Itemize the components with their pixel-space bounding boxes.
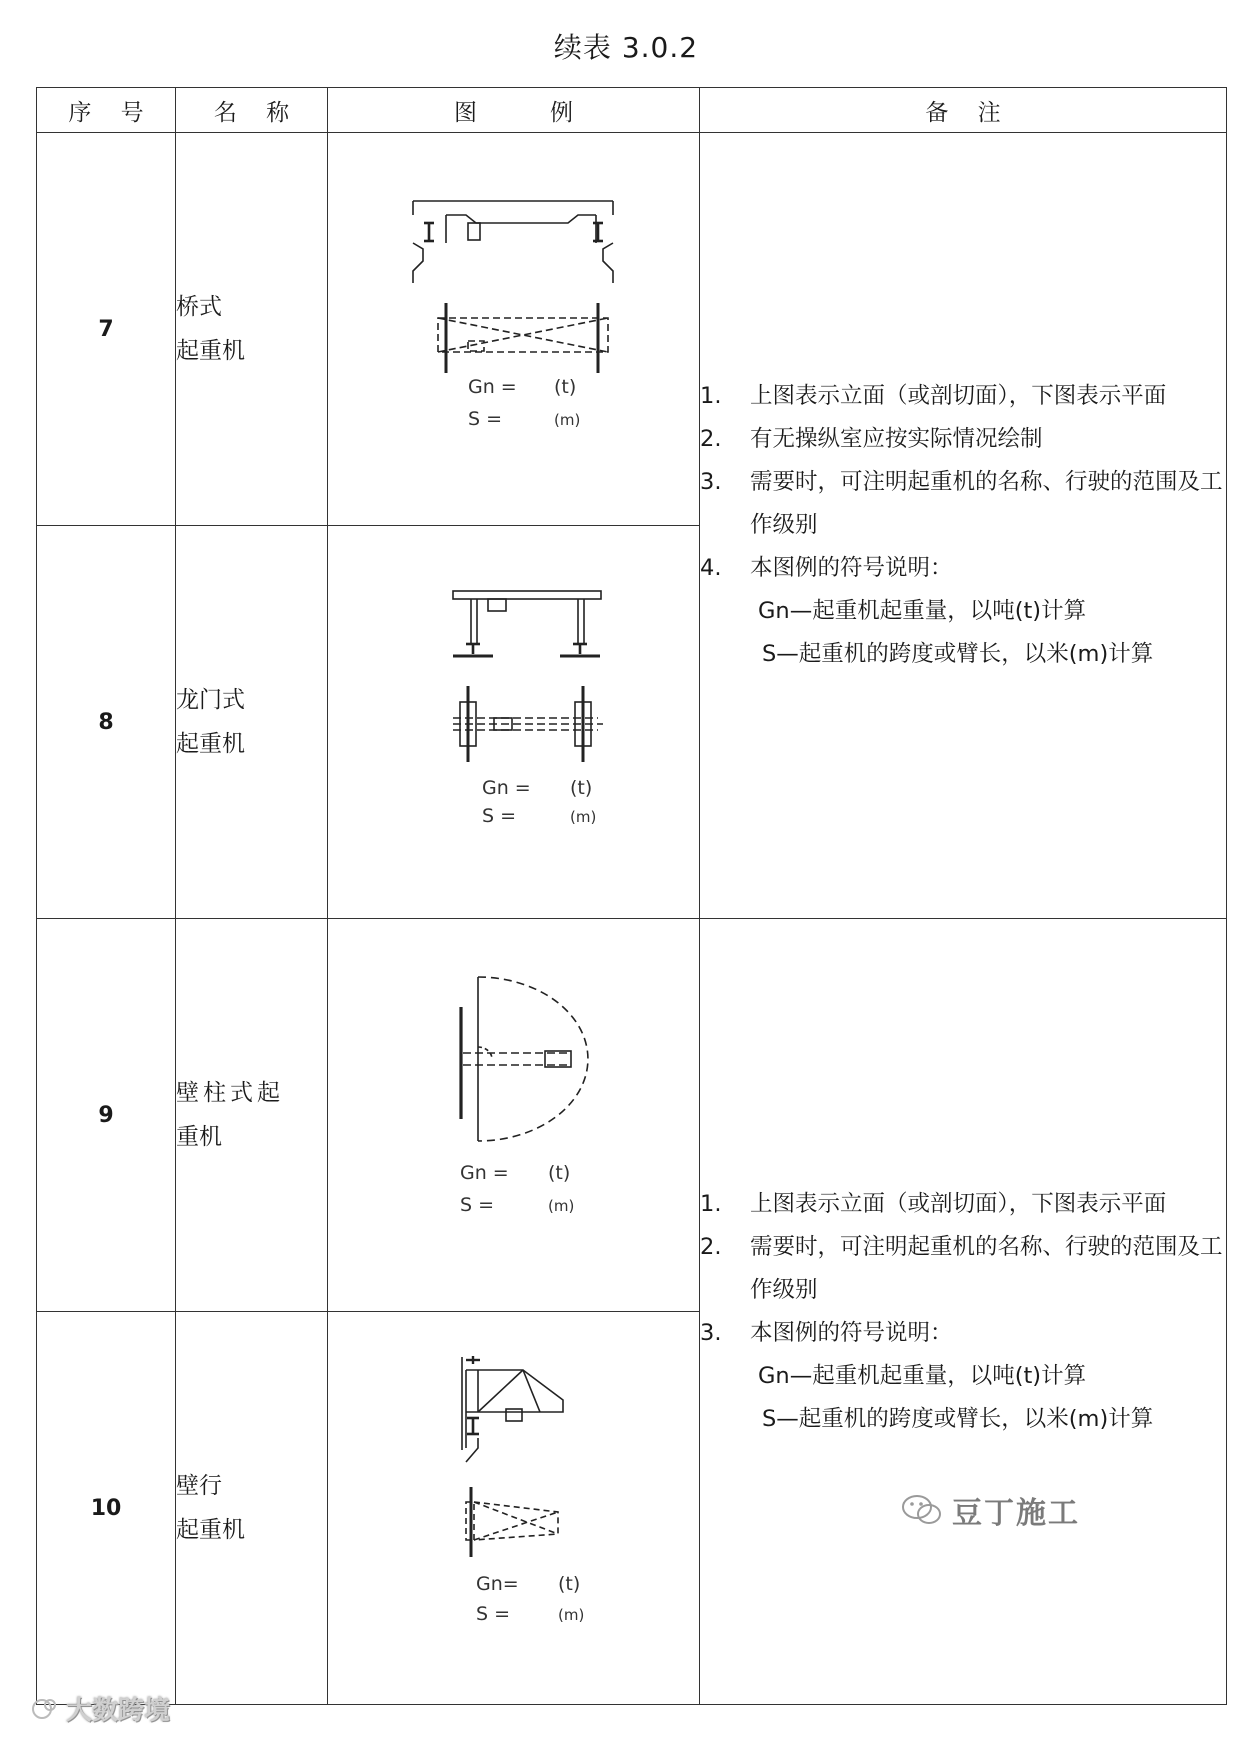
meter-unit: (m) bbox=[548, 1197, 575, 1215]
symbol-gn-note: Gn—起重机起重量，以吨(t)计算 bbox=[758, 598, 1087, 624]
header-name: 名 称 bbox=[176, 88, 328, 133]
table-row bbox=[37, 133, 1227, 526]
remark-item: 3. 本图例的符号说明： bbox=[700, 1319, 953, 1346]
meter-unit: (m) bbox=[554, 411, 581, 429]
row-name bbox=[176, 526, 328, 919]
row-name-line: 起重机 bbox=[176, 338, 245, 364]
ton-unit: (t) bbox=[554, 376, 577, 398]
gn-label: Gn = bbox=[460, 1162, 509, 1184]
gantry-crane-figure bbox=[328, 526, 700, 919]
row-number: 9 bbox=[37, 919, 176, 1312]
remark-item: 1. 上图表示立面（或剖切面），下图表示平面 bbox=[700, 383, 1167, 409]
remark-item: 4. 本图例的符号说明： bbox=[700, 555, 953, 581]
row-name-line: 起重机 bbox=[176, 731, 245, 757]
s-label: S = bbox=[460, 1194, 495, 1216]
row-name bbox=[176, 1312, 328, 1705]
header-no: 序 号 bbox=[37, 88, 176, 133]
s-label: S = bbox=[468, 408, 503, 430]
row-name-line: 龙门式 bbox=[176, 687, 245, 713]
table-row bbox=[37, 919, 1227, 1312]
row-name-line: 壁行 bbox=[176, 1473, 222, 1499]
bridge-crane-figure bbox=[328, 133, 700, 526]
brand-watermark-text: 豆丁施工 bbox=[952, 1496, 1080, 1531]
ton-unit: (t) bbox=[570, 777, 593, 799]
legend-table bbox=[36, 87, 1227, 1705]
corner-watermark bbox=[30, 1690, 170, 1727]
row-name bbox=[176, 133, 328, 526]
brand-watermark bbox=[900, 1488, 1080, 1532]
meter-unit: (m) bbox=[570, 808, 597, 826]
ton-unit: (t) bbox=[548, 1162, 571, 1184]
header-row bbox=[37, 88, 1227, 133]
remark-item: 1. 上图表示立面（或剖切面），下图表示平面 bbox=[700, 1190, 1167, 1217]
row-name-line: 桥式 bbox=[176, 294, 222, 320]
remark-item: 3. 需要时，可注明起重机的名称、行驶的范围及工作级别 bbox=[700, 469, 1223, 538]
gn-label: Gn= bbox=[476, 1573, 519, 1595]
s-label: S = bbox=[476, 1603, 511, 1625]
column-crane-symbol bbox=[328, 919, 700, 1311]
bridge-crane-symbol bbox=[328, 133, 700, 525]
remark-item: 2. 有无操纵室应按实际情况绘制 bbox=[700, 426, 1043, 452]
wechat-icon bbox=[900, 1492, 944, 1528]
row-name-line: 起重机 bbox=[176, 1517, 245, 1543]
header-remarks: 备 注 bbox=[700, 88, 1227, 133]
wall-crane-symbol bbox=[328, 1312, 700, 1704]
header-figure: 图 例 bbox=[328, 88, 700, 133]
remark-item: 2. 需要时，可注明起重机的名称、行驶的范围及工作级别 bbox=[700, 1233, 1223, 1303]
gn-label: Gn = bbox=[482, 777, 531, 799]
column-crane-figure bbox=[328, 919, 700, 1312]
row-name-line: 重机 bbox=[176, 1124, 222, 1150]
row-name-line: 壁柱式起 bbox=[176, 1080, 284, 1106]
gn-label: Gn = bbox=[468, 376, 517, 398]
meter-unit: (m) bbox=[558, 1606, 585, 1624]
watermark-logo-icon bbox=[30, 1695, 60, 1723]
table-title: 续表 3.0.2 bbox=[553, 31, 699, 64]
symbol-gn-note: Gn—起重机起重量，以吨(t)计算 bbox=[758, 1362, 1087, 1389]
s-label: S = bbox=[482, 805, 517, 827]
corner-watermark-text: 大数跨境 bbox=[66, 1696, 171, 1726]
row-number: 8 bbox=[37, 526, 176, 919]
row-number: 10 bbox=[37, 1312, 176, 1705]
symbol-s-note: S—起重机的跨度或臂长，以米(m)计算 bbox=[762, 641, 1154, 667]
gantry-crane-symbol bbox=[328, 526, 700, 918]
remarks-cell bbox=[700, 133, 1227, 919]
row-number: 7 bbox=[37, 133, 176, 526]
wall-crane-figure bbox=[328, 1312, 700, 1705]
remarks-cell bbox=[700, 919, 1227, 1705]
row-name bbox=[176, 919, 328, 1312]
symbol-s-note: S—起重机的跨度或臂长，以米(m)计算 bbox=[762, 1405, 1154, 1432]
ton-unit: (t) bbox=[558, 1573, 581, 1595]
